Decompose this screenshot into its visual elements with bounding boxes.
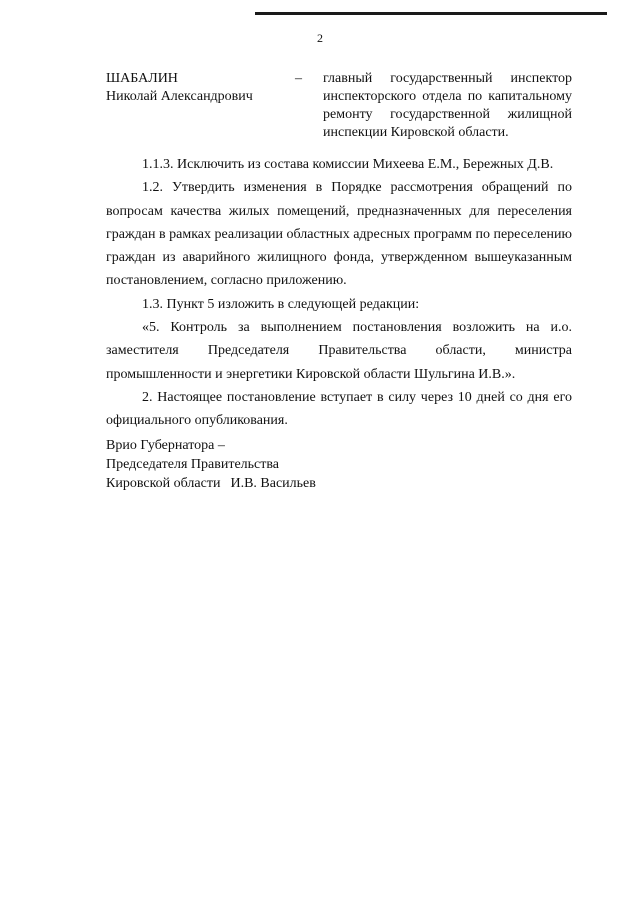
member-position: главный государственный инспектор инспекторского отдела по капитальному ремонту государственной жилищной инспекции Кировской области.	[323, 71, 572, 140]
member-dash: –	[295, 71, 302, 86]
paragraph-1-2: 1.2. Утвердить изменения в Порядке рассмотрения обращений по вопросам качества жилых помещений, предназначенных для переселения граждан в рамках реализации областных адресных программ по переселению граждан из аварийного жилищного фонда, утвержденном вышеуказанным постановлением, согласно приложению.	[106, 180, 572, 289]
paragraph-1-3: 1.3. Пункт 5 изложить в следующей редакции:	[142, 296, 420, 312]
member-given-names: Николай Александрович	[106, 89, 253, 104]
member-name	[106, 70, 286, 106]
paragraph-2: 2. Настоящее постановление вступает в силу через 10 дней со дня его официального опубликования.	[106, 389, 572, 429]
signer-name: И.В. Васильев	[230, 476, 316, 491]
signature-title-line-1: Врио Губернатора –	[106, 438, 225, 453]
signature-region: Кировской области	[106, 476, 221, 491]
signature-title-line-2: Председателя Правительства	[106, 457, 280, 472]
signature-block	[106, 436, 406, 493]
document-body	[106, 153, 572, 433]
paragraph-point-5: «5. Контроль за выполнением постановления возложить на и.о. заместителя Председателя Правительства области, министра промышленности и энергетики Кировской области Шульгина И.В.».	[106, 320, 572, 382]
member-surname: ШАБАЛИН	[106, 71, 178, 86]
top-scan-rule	[255, 12, 607, 15]
page-number: 2	[317, 31, 323, 45]
signature-title-line-3	[106, 474, 406, 493]
paragraph-1-1-3: 1.1.3. Исключить из состава комиссии Михеева Е.М., Бережных Д.В.	[142, 157, 554, 172]
